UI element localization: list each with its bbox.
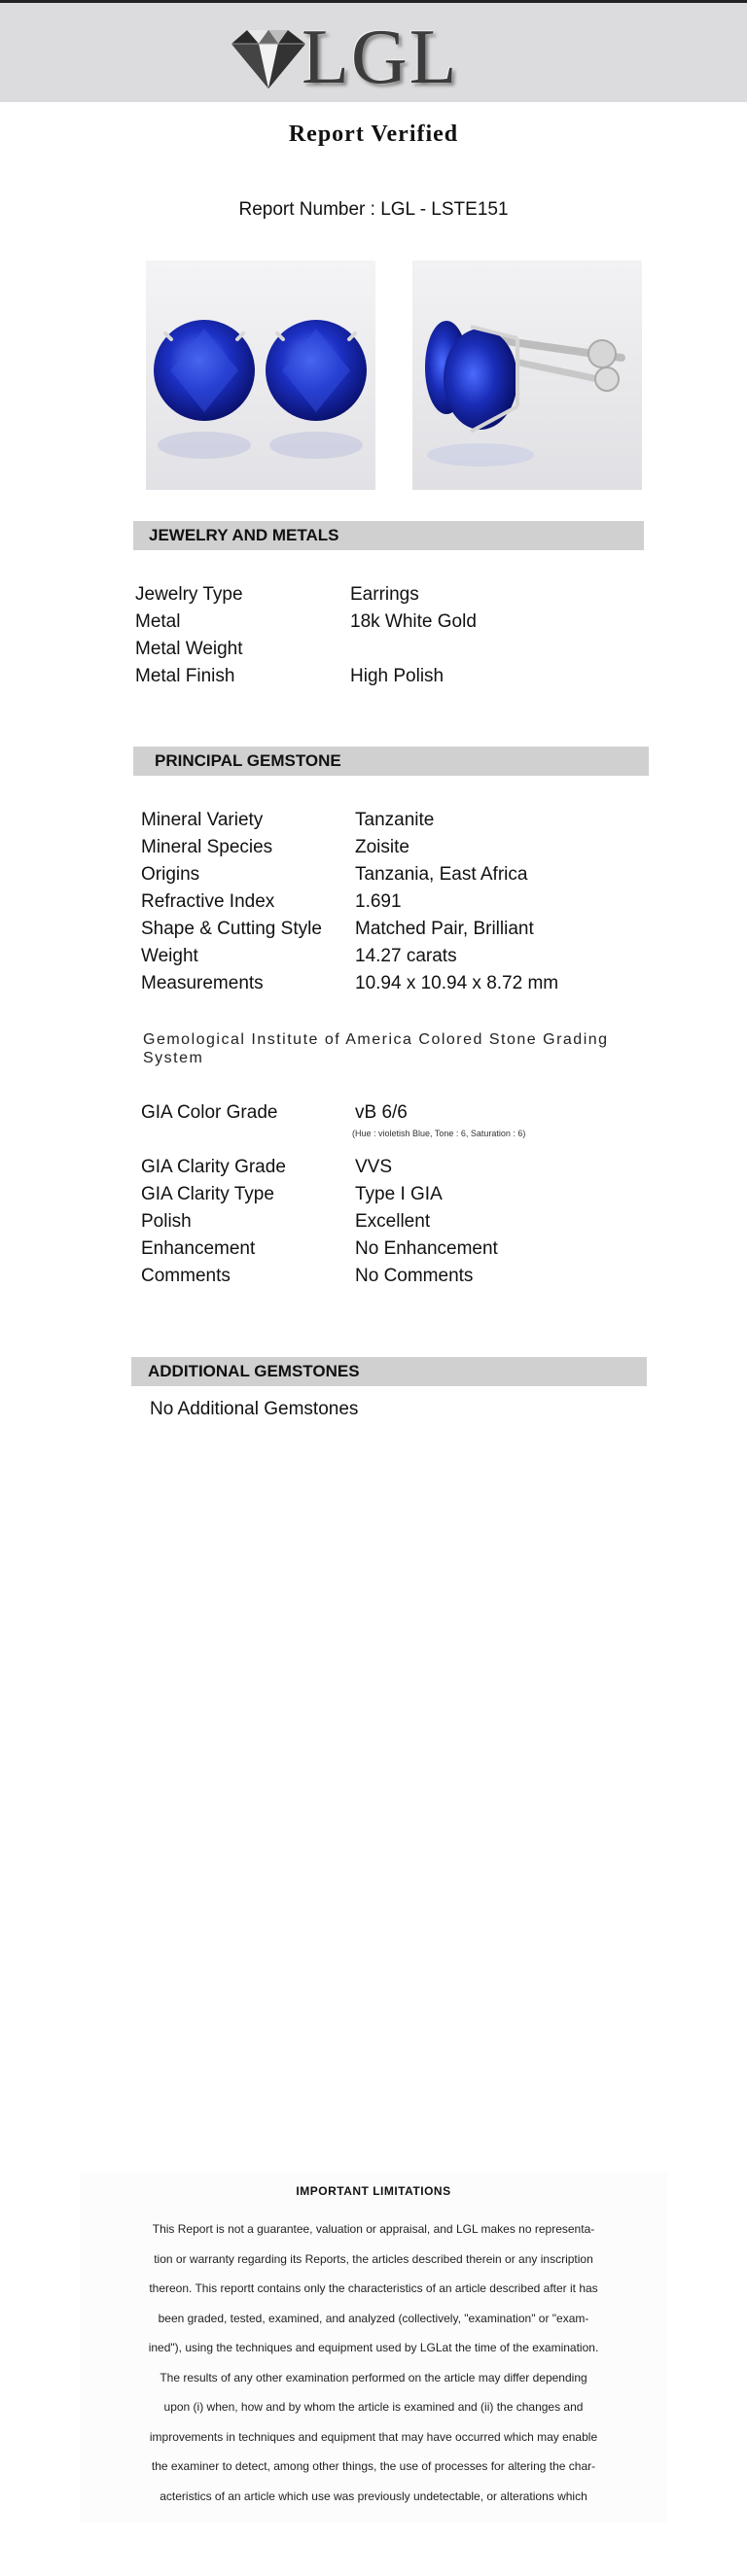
detail-value: No Enhancement (355, 1238, 498, 1259)
hue-note: (Hue : violetish Blue, Tone : 6, Saturation : 6) (352, 1129, 526, 1138)
detail-value: No Comments (355, 1266, 474, 1286)
detail-value: Tanzanite (355, 810, 435, 830)
detail-value: Tanzania, East Africa (355, 864, 528, 885)
detail-label: Metal (135, 611, 181, 632)
detail-value: Matched Pair, Brilliant (355, 919, 534, 939)
detail-row (141, 1181, 647, 1208)
diamond-icon (226, 26, 309, 90)
detail-label: Polish (141, 1211, 192, 1232)
gia-details (141, 1154, 647, 1290)
detail-row (141, 834, 647, 861)
detail-label: Origins (141, 864, 200, 885)
earrings-side-photo (412, 261, 642, 490)
limitations-line: thereon. This reportt contains only the characteristics of an article described after it has (149, 2281, 598, 2295)
detail-row (141, 807, 647, 834)
limitations-text (102, 2214, 645, 2511)
detail-row (141, 1263, 647, 1290)
detail-row (141, 1208, 647, 1236)
lgl-logo[interactable] (226, 15, 479, 100)
limitations-line: ined"), using the techniques and equipment used by LGLat the time of the examination. (148, 2341, 599, 2354)
limitations-line: improvements in techniques and equipment that may have occurred which may enable (149, 2429, 598, 2444)
detail-row (135, 636, 641, 663)
detail-row (135, 581, 641, 609)
detail-row (141, 1154, 647, 1181)
detail-value: Excellent (355, 1211, 431, 1232)
detail-label: GIA Color Grade (141, 1102, 278, 1123)
principal-details (141, 807, 647, 997)
detail-row (141, 943, 647, 970)
detail-value: 18k White Gold (350, 611, 477, 632)
detail-value: Zoisite (355, 837, 409, 857)
limitations-line: tion or warranty regarding its Reports, the articles described therein or any inscription (154, 2251, 593, 2266)
detail-label: Weight (141, 946, 198, 966)
limitations-line: The results of any other examination performed on the article may differ depending (160, 2370, 587, 2385)
earrings-front-photo (146, 261, 375, 490)
detail-value: 14.27 carats (355, 946, 457, 966)
detail-row (135, 609, 641, 636)
detail-value: 1.691 (355, 891, 402, 912)
detail-value: VVS (355, 1157, 393, 1177)
page-title: Report Verified (288, 122, 459, 147)
limitations-line: the examiner to detect, among other things, the use of processes for altering the char- (151, 2459, 596, 2473)
no-additional-text: No Additional Gemstones (150, 1399, 359, 1419)
detail-row (141, 916, 647, 943)
detail-row (141, 1099, 647, 1127)
detail-value: Type I GIA (355, 1184, 443, 1204)
detail-value: vB 6/6 (355, 1102, 408, 1123)
detail-label: Jewelry Type (135, 584, 243, 605)
limitations-title: IMPORTANT LIMITATIONS (296, 2184, 451, 2198)
limitations-line: been graded, tested, examined, and analyzed (collectively, "examination" or "exam- (158, 2311, 589, 2325)
detail-value: High Polish (350, 666, 445, 686)
detail-row (141, 970, 647, 997)
gia-grading-system: Gemological Institute of America Colored Stone Grading System (143, 1031, 609, 1066)
detail-row (141, 888, 647, 916)
detail-label: GIA Clarity Grade (141, 1157, 286, 1177)
detail-label: Measurements (141, 973, 264, 993)
detail-label: Comments (141, 1266, 231, 1286)
detail-label: Shape & Cutting Style (141, 919, 322, 939)
detail-label: Metal Finish (135, 666, 235, 686)
limitations-line: acteristics of an article which use was previously undetectable, or alterations which (160, 2489, 587, 2503)
detail-row (135, 663, 641, 690)
detail-label: Mineral Species (141, 837, 273, 857)
section-header-additional: ADDITIONAL GEMSTONES (131, 1357, 647, 1386)
report-number: Report Number : LGL - LSTE151 (238, 199, 509, 220)
detail-label: Metal Weight (135, 639, 243, 659)
detail-row (141, 861, 647, 888)
gia-color-grade (141, 1099, 647, 1127)
detail-label: Refractive Index (141, 891, 275, 912)
header-banner (0, 0, 747, 102)
detail-value: 10.94 x 10.94 x 8.72 mm (355, 973, 559, 993)
jewelry-details (135, 581, 641, 690)
detail-row (141, 1236, 647, 1263)
section-header-jewelry: JEWELRY AND METALS (133, 521, 644, 550)
detail-value: Earrings (350, 584, 419, 605)
logo-text: LGL (302, 15, 459, 100)
detail-label: Enhancement (141, 1238, 256, 1259)
limitations-line: upon (i) when, how and by whom the article is examined and (ii) the changes and (163, 2400, 584, 2414)
section-header-principal: PRINCIPAL GEMSTONE (133, 747, 649, 776)
limitations-line: This Report is not a guarantee, valuation or appraisal, and LGL makes no representa- (152, 2222, 595, 2236)
detail-label: Mineral Variety (141, 810, 264, 830)
detail-label: GIA Clarity Type (141, 1184, 274, 1204)
